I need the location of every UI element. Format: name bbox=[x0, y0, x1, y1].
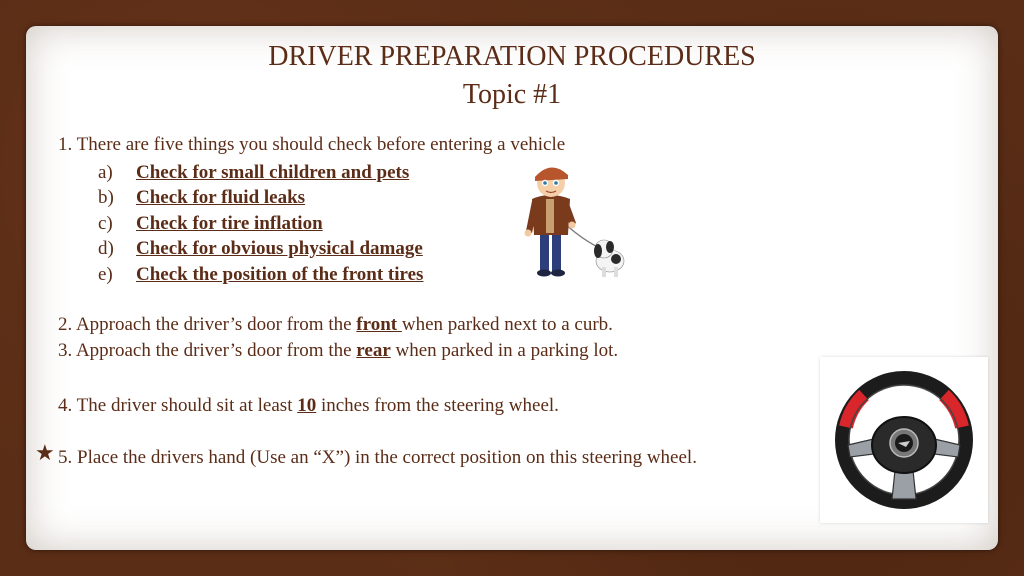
section-1-intro: 1. There are five things you should check before entering a vehicle bbox=[58, 134, 566, 155]
check-list bbox=[98, 160, 423, 288]
list-letter: a) bbox=[98, 161, 113, 183]
boy-walking-dog-icon bbox=[524, 161, 632, 285]
list-item bbox=[98, 186, 423, 212]
title-line-1: DRIVER PREPARATION PROCEDURES bbox=[268, 41, 756, 72]
section-4-after: inches from the steering wheel. bbox=[316, 395, 559, 416]
slide bbox=[26, 26, 998, 550]
list-text: Check for fluid leaks bbox=[136, 187, 306, 209]
section-4 bbox=[58, 393, 559, 418]
list-letter: e) bbox=[98, 263, 113, 285]
list-text: Check for obvious physical damage bbox=[136, 238, 423, 260]
list-text: Check for tire inflation bbox=[136, 212, 323, 234]
list-text: Check for small children and pets bbox=[136, 161, 410, 183]
list-letter: b) bbox=[98, 187, 114, 209]
list-item bbox=[98, 160, 423, 186]
section-3-emph: rear bbox=[356, 340, 391, 361]
steering-wheel-image[interactable] bbox=[820, 357, 988, 523]
list-item bbox=[98, 211, 423, 237]
section-3-before: 3. Approach the driver’s door from the bbox=[58, 340, 357, 361]
section-2-before: 2. Approach the driver’s door from the bbox=[58, 314, 357, 335]
list-letter: c) bbox=[98, 212, 113, 234]
section-3-after: when parked in a parking lot. bbox=[390, 340, 619, 361]
list-text: Check the position of the front tires bbox=[136, 263, 424, 285]
section-5: 5. Place the drivers hand (Use an “X”) in the correct position on this steering wheel. bbox=[58, 447, 697, 468]
star-icon: ★ bbox=[35, 440, 55, 465]
list-item bbox=[98, 262, 423, 288]
list-letter: d) bbox=[98, 238, 114, 260]
section-4-emph: 10 bbox=[297, 395, 317, 416]
title-line-2: Topic #1 bbox=[462, 79, 562, 110]
section-2-emph: front bbox=[356, 314, 402, 335]
list-item bbox=[98, 237, 423, 263]
steering-wheel-icon bbox=[820, 357, 988, 523]
section-3 bbox=[58, 338, 618, 363]
slide-title bbox=[26, 38, 998, 114]
section-2 bbox=[58, 312, 613, 337]
section-4-before: 4. The driver should sit at least bbox=[58, 395, 298, 416]
section-2-after: when parked next to a curb. bbox=[401, 314, 613, 335]
